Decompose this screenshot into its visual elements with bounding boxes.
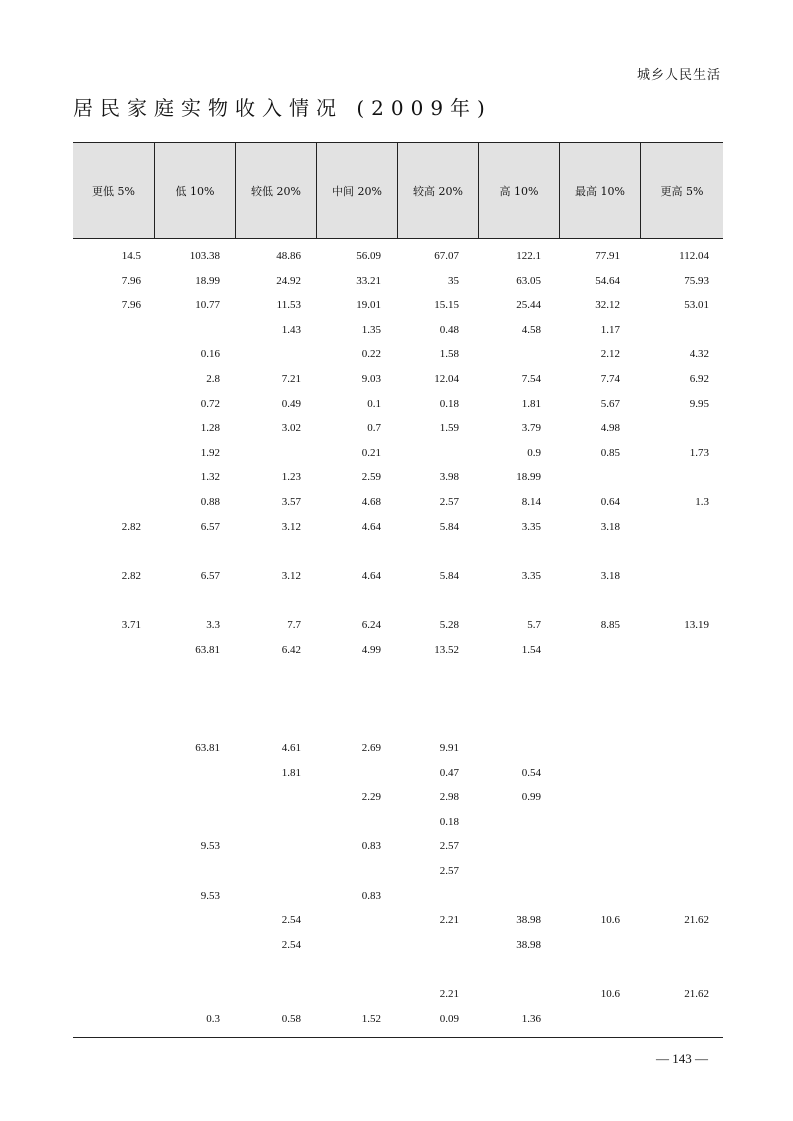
- table-cell: 5.84: [439, 570, 459, 582]
- table-row: [73, 939, 723, 957]
- table-cell: 4.98: [600, 422, 620, 434]
- table-cell: 0.88: [200, 496, 220, 508]
- table-cell: 0.85: [600, 447, 620, 459]
- table-cell: 7.21: [281, 373, 301, 385]
- table-cell: 2.69: [361, 742, 381, 754]
- table-cell: 0.1: [367, 398, 381, 410]
- table-row: [73, 521, 723, 539]
- table-cell: 2.54: [281, 939, 301, 951]
- table-cell: 0.09: [439, 1013, 459, 1025]
- table-cell: 0.72: [200, 398, 220, 410]
- table-cell: 2.98: [439, 791, 459, 803]
- table-cell: 2.8: [206, 373, 220, 385]
- table-row: [73, 840, 723, 858]
- table-cell: 2.54: [281, 914, 301, 926]
- table-cell: 3.3: [206, 619, 220, 631]
- table-cell: 3.57: [281, 496, 301, 508]
- table-cell: 3.35: [521, 570, 541, 582]
- table-cell: 9.53: [200, 840, 220, 852]
- table-cell: 9.53: [200, 890, 220, 902]
- table-cell: 38.98: [516, 914, 541, 926]
- table-cell: 77.91: [595, 250, 620, 262]
- table-row: [73, 398, 723, 416]
- table-cell: 6.42: [281, 644, 301, 656]
- table-row: [73, 717, 723, 735]
- table-cell: 5.67: [600, 398, 620, 410]
- table-cell: 6.57: [200, 570, 220, 582]
- table-cell: 8.14: [521, 496, 541, 508]
- table-cell: 6.24: [361, 619, 381, 631]
- table-row: [73, 890, 723, 908]
- table-cell: 7.96: [121, 299, 141, 311]
- table-row: [73, 988, 723, 1006]
- table-cell: 0.48: [439, 324, 459, 336]
- table-cell: 3.71: [121, 619, 141, 631]
- table-cell: 32.12: [595, 299, 620, 311]
- table-cell: 103.38: [189, 250, 220, 262]
- table-cell: 0.21: [361, 447, 381, 459]
- table-row: [73, 865, 723, 883]
- table-cell: 3.79: [521, 422, 541, 434]
- table-cell: 0.58: [281, 1013, 301, 1025]
- table-cell: 1.17: [600, 324, 620, 336]
- table-row: [73, 914, 723, 932]
- table-cell: 18.99: [516, 471, 541, 483]
- table-cell: 0.3: [206, 1013, 220, 1025]
- table-row: [73, 570, 723, 588]
- table-cell: 0.83: [361, 840, 381, 852]
- table-cell: 0.18: [439, 398, 459, 410]
- table-cell: 11.53: [276, 299, 301, 311]
- table-cell: 2.82: [121, 570, 141, 582]
- table-row: [73, 348, 723, 366]
- table-cell: 56.09: [356, 250, 381, 262]
- table-cell: 0.16: [200, 348, 220, 360]
- table-cell: 3.18: [600, 570, 620, 582]
- table-cell: 18.99: [195, 275, 220, 287]
- table-cell: 38.98: [516, 939, 541, 951]
- table-cell: 9.95: [689, 398, 709, 410]
- column-header: 高 10%: [478, 143, 559, 238]
- table-cell: 1.36: [521, 1013, 541, 1025]
- table-cell: 14.5: [121, 250, 141, 262]
- table-row: [73, 693, 723, 711]
- table-cell: 54.64: [595, 275, 620, 287]
- table-cell: 4.32: [689, 348, 709, 360]
- table-cell: 19.01: [356, 299, 381, 311]
- table-cell: 48.86: [276, 250, 301, 262]
- table-bottom-rule: [73, 1037, 723, 1038]
- table-cell: 63.81: [195, 644, 220, 656]
- table-cell: 3.35: [521, 521, 541, 533]
- table-cell: 4.58: [521, 324, 541, 336]
- table-row: [73, 250, 723, 268]
- table-cell: 3.18: [600, 521, 620, 533]
- table-cell: 4.64: [361, 570, 381, 582]
- table-cell: 1.28: [200, 422, 220, 434]
- table-cell: 1.59: [439, 422, 459, 434]
- table-row: [73, 963, 723, 981]
- table-cell: 122.1: [516, 250, 541, 262]
- table-row: [73, 373, 723, 391]
- table-cell: 2.59: [361, 471, 381, 483]
- table-cell: 10.6: [600, 914, 620, 926]
- table-cell: 1.43: [281, 324, 301, 336]
- table-row: [73, 791, 723, 809]
- table-cell: 63.81: [195, 742, 220, 754]
- table-cell: 3.12: [281, 521, 301, 533]
- table-cell: 1.73: [689, 447, 709, 459]
- table-cell: 15.15: [434, 299, 459, 311]
- table-row: [73, 471, 723, 489]
- page-title: 居民家庭实物收入情况 (2009年): [73, 96, 492, 120]
- table-row: [73, 422, 723, 440]
- table-row: [73, 742, 723, 760]
- table-cell: 4.68: [361, 496, 381, 508]
- table-cell: 2.21: [439, 914, 459, 926]
- table-row: [73, 619, 723, 637]
- page-number: — 143 —: [656, 1051, 708, 1066]
- table-row: [73, 668, 723, 686]
- table-cell: 3.02: [281, 422, 301, 434]
- table-cell: 21.62: [684, 914, 709, 926]
- table-cell: 1.92: [200, 447, 220, 459]
- table-cell: 24.92: [276, 275, 301, 287]
- table-cell: 6.57: [200, 521, 220, 533]
- table-cell: 1.52: [361, 1013, 381, 1025]
- table-cell: 0.99: [521, 791, 541, 803]
- table-cell: 67.07: [434, 250, 459, 262]
- table-cell: 21.62: [684, 988, 709, 1000]
- table-cell: 35: [448, 275, 459, 287]
- table-cell: 2.21: [439, 988, 459, 1000]
- column-header: 更低 5%: [92, 184, 135, 198]
- table-cell: 6.92: [689, 373, 709, 385]
- table-row: [73, 299, 723, 317]
- table-row: [73, 644, 723, 662]
- table-cell: 1.58: [439, 348, 459, 360]
- table-row: [73, 594, 723, 612]
- table-cell: 4.61: [281, 742, 301, 754]
- table-cell: 7.7: [287, 619, 301, 631]
- table-cell: 7.96: [121, 275, 141, 287]
- table-row: [73, 324, 723, 342]
- table-cell: 33.21: [356, 275, 381, 287]
- table-cell: 5.7: [527, 619, 541, 631]
- table-header: [73, 142, 723, 239]
- table-cell: 2.12: [600, 348, 620, 360]
- table-cell: 1.81: [281, 767, 301, 779]
- table-cell: 0.47: [439, 767, 459, 779]
- table-cell: 75.93: [684, 275, 709, 287]
- table-cell: 53.01: [684, 299, 709, 311]
- table-row: [73, 275, 723, 293]
- table-cell: 1.32: [200, 471, 220, 483]
- table-cell: 0.54: [521, 767, 541, 779]
- table-cell: 13.19: [684, 619, 709, 631]
- table-cell: 112.04: [679, 250, 709, 262]
- table-cell: 0.83: [361, 890, 381, 902]
- table-row: [73, 767, 723, 785]
- table-cell: 4.64: [361, 521, 381, 533]
- table-cell: 25.44: [516, 299, 541, 311]
- table-cell: 13.52: [434, 644, 459, 656]
- column-header: 更高 5%: [640, 143, 723, 238]
- table-cell: 9.91: [439, 742, 459, 754]
- table-cell: 0.22: [361, 348, 381, 360]
- table-row: [73, 1013, 723, 1031]
- table-cell: 1.35: [361, 324, 381, 336]
- column-header: 较低 20%: [235, 143, 316, 238]
- table-cell: 2.57: [439, 840, 459, 852]
- table-cell: 4.99: [361, 644, 381, 656]
- table-cell: 1.54: [521, 644, 541, 656]
- table-cell: 2.57: [439, 496, 459, 508]
- table-cell: 2.82: [121, 521, 141, 533]
- table-cell: 10.6: [600, 988, 620, 1000]
- table-row: [73, 545, 723, 563]
- table-cell: 7.54: [521, 373, 541, 385]
- column-header: 最高 10%: [559, 143, 640, 238]
- table-cell: 1.81: [521, 398, 541, 410]
- table-cell: 3.98: [439, 471, 459, 483]
- column-header: 低 10%: [154, 143, 235, 238]
- table-cell: 10.77: [195, 299, 220, 311]
- table-cell: 1.3: [695, 496, 709, 508]
- table-cell: 7.74: [600, 373, 620, 385]
- table-cell: 5.28: [439, 619, 459, 631]
- table-row: [73, 496, 723, 514]
- table-cell: 9.03: [361, 373, 381, 385]
- table-cell: 1.23: [281, 471, 301, 483]
- table-cell: 8.85: [600, 619, 620, 631]
- table-cell: 0.49: [281, 398, 301, 410]
- column-header: 中间 20%: [316, 143, 397, 238]
- table-row: [73, 447, 723, 465]
- table-cell: 0.9: [527, 447, 541, 459]
- table-cell: 2.57: [439, 865, 459, 877]
- table-cell: 0.64: [600, 496, 620, 508]
- table-cell: 63.05: [516, 275, 541, 287]
- table-row: [73, 816, 723, 834]
- table-cell: 5.84: [439, 521, 459, 533]
- section-label: 城乡人民生活: [636, 68, 721, 83]
- table-cell: 2.29: [361, 791, 381, 803]
- column-header: 较高 20%: [397, 143, 478, 238]
- table-cell: 3.12: [281, 570, 301, 582]
- table-cell: 0.7: [367, 422, 381, 434]
- table-cell: 0.18: [439, 816, 459, 828]
- table-cell: 12.04: [434, 373, 459, 385]
